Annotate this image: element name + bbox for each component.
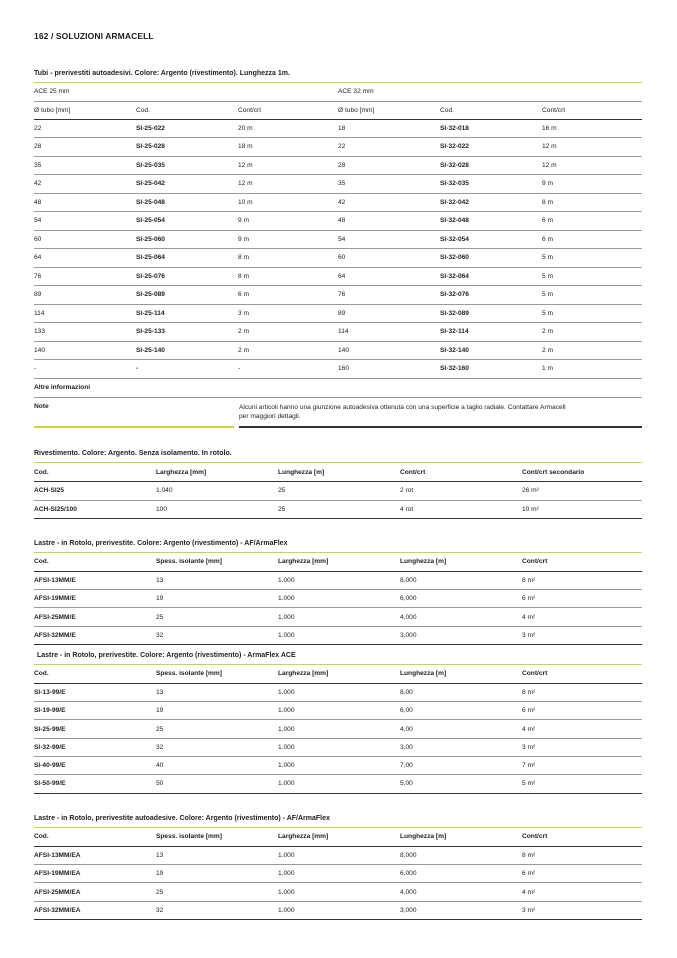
cell-value: 6,00 <box>400 702 522 720</box>
cell-code: SI-25-133 <box>136 323 238 342</box>
col-header: Lunghezza [m] <box>278 463 400 482</box>
cell-value: 32 <box>156 901 278 919</box>
col-header: Larghezza [mm] <box>156 463 278 482</box>
col-header: Spess. isolante [mm] <box>156 828 278 846</box>
cell-code: AFSI-32MM/EA <box>34 901 156 919</box>
cell-code: SI-32-114 <box>440 323 542 342</box>
col-header-code: Cod. <box>136 101 238 119</box>
cell-diameter: 42 <box>34 175 136 194</box>
cell-code: AFSI-19MM/EA <box>34 865 156 883</box>
cell-value: 1.000 <box>278 738 400 756</box>
col-header: Cont/crt <box>522 828 642 846</box>
cell-code: SI-25-99/E <box>34 720 156 738</box>
cell-value: 8,000 <box>400 571 522 589</box>
cell-diameter: 76 <box>338 286 440 305</box>
cell-value: 6,000 <box>400 865 522 883</box>
cell-value: 50 <box>156 775 278 793</box>
cell-cont: 12 m <box>238 175 338 194</box>
cell-value: 4,00 <box>400 720 522 738</box>
cell-value: 13 <box>156 683 278 701</box>
cell-value: 7,00 <box>400 756 522 774</box>
cell-value: 13 <box>156 846 278 864</box>
cell-cont: 10 m <box>238 193 338 212</box>
table-row <box>34 500 642 519</box>
table-row <box>34 883 642 901</box>
cell-diameter: 76 <box>34 267 136 286</box>
cell-value: 1.000 <box>278 846 400 864</box>
cell-code: SI-25-089 <box>136 286 238 305</box>
cell-code: AFSI-25MM/E <box>34 608 156 626</box>
col-header: Lunghezza [m] <box>400 828 522 846</box>
cell-cont: 18 m <box>238 138 338 157</box>
cell-code: SI-40-99/E <box>34 756 156 774</box>
cell-value: 5 m² <box>522 775 642 793</box>
cell-value: 1.000 <box>278 720 400 738</box>
table-row <box>34 756 642 774</box>
cell-value: 4,000 <box>400 608 522 626</box>
cell-diameter: 18 <box>338 119 440 138</box>
col-header: Spess. isolante [mm] <box>156 665 278 683</box>
cell-diameter: 42 <box>338 193 440 212</box>
note-dark-bar <box>239 426 642 428</box>
cell-value: 19 <box>156 702 278 720</box>
cell-diameter: 140 <box>338 341 440 360</box>
cell-diameter: 133 <box>34 323 136 342</box>
col-header: Cod. <box>34 828 156 846</box>
table-row <box>34 865 642 883</box>
cell-diameter: 60 <box>338 249 440 268</box>
cell-value: 40 <box>156 756 278 774</box>
cell-cont: 6 m <box>542 212 642 231</box>
group-label-ace-25: ACE 25 mm <box>34 83 338 101</box>
col-header-code: Cod. <box>440 101 542 119</box>
cell-value: 1.000 <box>278 702 400 720</box>
cell-cont: 8 m <box>238 267 338 286</box>
notes-row <box>34 399 642 427</box>
cell-cont: 16 m <box>542 119 642 138</box>
other-info-label: Altre informazioni <box>34 378 642 397</box>
cell-cont: 12 m <box>542 138 642 157</box>
cell-value: 32 <box>156 626 278 644</box>
table-row <box>34 193 642 212</box>
table-row <box>34 286 642 305</box>
table-row <box>34 304 642 323</box>
cell-code: AFSI-13MM/EA <box>34 846 156 864</box>
col-header: Lunghezza [m] <box>400 665 522 683</box>
cell-code: AFSI-32MM/E <box>34 626 156 644</box>
cell-value: 1.000 <box>278 775 400 793</box>
table-row <box>34 138 642 157</box>
section-title-covering: Rivestimento. Colore: Argento. Senza isolamento. In rotolo. <box>34 450 232 457</box>
cell-value: 13 <box>156 571 278 589</box>
cell-value: 3 m² <box>522 738 642 756</box>
cell-code: SI-32-042 <box>440 193 542 212</box>
cell-diameter: 160 <box>338 360 440 379</box>
cell-code: SI-32-022 <box>440 138 542 157</box>
col-header: Cont/crt secondario <box>522 463 642 482</box>
cell-value: 1.000 <box>278 883 400 901</box>
cell-cont: 3 m <box>238 304 338 323</box>
cell-value: 3 m² <box>522 626 642 644</box>
cell-value: 5,00 <box>400 775 522 793</box>
cell-diameter: 22 <box>34 119 136 138</box>
covering-table <box>34 463 642 519</box>
cell-cont: 8 m <box>542 193 642 212</box>
cell-value: 25 <box>278 500 400 519</box>
table-row <box>34 482 642 501</box>
cell-code: SI-32-076 <box>440 286 542 305</box>
table-row <box>34 212 642 231</box>
table-row <box>34 720 642 738</box>
cell-cont: 5 m <box>542 304 642 323</box>
cell-cont: 5 m <box>542 286 642 305</box>
table-row <box>34 738 642 756</box>
cell-value: 6 m² <box>522 590 642 608</box>
cell-cont: 9 m <box>238 230 338 249</box>
table-row <box>34 702 642 720</box>
cell-code: SI-50-99/E <box>34 775 156 793</box>
note-accent-bar <box>34 426 234 428</box>
cell-cont: 1 m <box>542 360 642 379</box>
cell-diameter: 35 <box>34 156 136 175</box>
cell-diameter: 35 <box>338 175 440 194</box>
cell-diameter: 48 <box>338 212 440 231</box>
col-header-diameter: Ø tubo [mm] <box>338 101 440 119</box>
section-title-sheets-af: Lastre - in Rotolo, prerivestite. Colore: Argento (rivestimento) - AF/ArmaFlex <box>34 540 288 547</box>
col-header: Lunghezza [m] <box>400 553 522 571</box>
cell-value: 19 <box>156 590 278 608</box>
tubes-table <box>34 83 642 398</box>
table-row <box>34 156 642 175</box>
cell-value: 7 m² <box>522 756 642 774</box>
sheets-af-table <box>34 553 642 645</box>
cell-value: 100 <box>156 500 278 519</box>
cell-value: 6 m² <box>522 702 642 720</box>
cell-value: 25 <box>278 482 400 501</box>
cell-value: 4 rot <box>400 500 522 519</box>
col-header: Spess. isolante [mm] <box>156 553 278 571</box>
col-header-diameter: Ø tubo [mm] <box>34 101 136 119</box>
cell-value: 1.000 <box>278 865 400 883</box>
group-label-ace-32: ACE 32 mm <box>338 83 642 101</box>
cell-cont: 6 m <box>542 230 642 249</box>
cell-cont: 9 m <box>542 175 642 194</box>
cell-code: SI-32-048 <box>440 212 542 231</box>
cell-code: SI-19-99/E <box>34 702 156 720</box>
cell-value: 1.000 <box>278 626 400 644</box>
cell-value: 2 rot <box>400 482 522 501</box>
cell-code: SI-25-048 <box>136 193 238 212</box>
col-header-cont: Cont/crt <box>238 101 338 119</box>
cell-value: 8,00 <box>400 683 522 701</box>
col-header: Cod. <box>34 463 156 482</box>
col-header: Cont/crt <box>400 463 522 482</box>
cell-code: SI-32-060 <box>440 249 542 268</box>
table-row <box>34 230 642 249</box>
table-row <box>34 626 642 644</box>
cell-cont: 20 m <box>238 119 338 138</box>
table-row <box>34 590 642 608</box>
cell-diameter: 54 <box>338 230 440 249</box>
cell-value: 1.040 <box>156 482 278 501</box>
cell-diameter: 22 <box>338 138 440 157</box>
cell-code: SI-32-160 <box>440 360 542 379</box>
page-header: 162 / SOLUZIONI ARMACELL <box>34 31 154 41</box>
cell-cont: 8 m <box>238 249 338 268</box>
cell-code: SI-25-035 <box>136 156 238 175</box>
cell-diameter: 28 <box>338 156 440 175</box>
cell-code: SI-25-114 <box>136 304 238 323</box>
table-row <box>34 175 642 194</box>
table-row <box>34 360 642 379</box>
cell-value: 3,000 <box>400 626 522 644</box>
cell-cont: 12 m <box>542 156 642 175</box>
cell-code: SI-32-99/E <box>34 738 156 756</box>
cell-cont: 2 m <box>238 341 338 360</box>
cell-cont: 2 m <box>542 341 642 360</box>
cell-code: SI-25-022 <box>136 119 238 138</box>
cell-code: SI-32-028 <box>440 156 542 175</box>
table-row <box>34 119 642 138</box>
section-title-sheets-ace: Lastre - in Rotolo, prerivestite. Colore: Argento (rivestimento) - ArmaFlex ACE <box>37 652 296 659</box>
cell-diameter: 64 <box>338 267 440 286</box>
cell-value: 4 m² <box>522 720 642 738</box>
note-text <box>239 403 566 421</box>
cell-code: - <box>136 360 238 379</box>
cell-code: ACH-SI25 <box>34 482 156 501</box>
col-header-cont: Cont/crt <box>542 101 642 119</box>
cell-diameter: 54 <box>34 212 136 231</box>
cell-code: SI-25-042 <box>136 175 238 194</box>
table-header-row <box>34 665 642 683</box>
cell-diameter: 114 <box>338 323 440 342</box>
cell-code: ACH-SI25/100 <box>34 500 156 519</box>
cell-cont: 2 m <box>238 323 338 342</box>
cell-code: SI-25-060 <box>136 230 238 249</box>
col-header: Cod. <box>34 665 156 683</box>
cell-cont: 5 m <box>542 267 642 286</box>
table-header-row <box>34 553 642 571</box>
cell-value: 3 m² <box>522 901 642 919</box>
col-header: Larghezza [mm] <box>278 665 400 683</box>
cell-code: SI-25-064 <box>136 249 238 268</box>
cell-value: 4,000 <box>400 883 522 901</box>
table-row <box>34 341 642 360</box>
cell-cont: 6 m <box>238 286 338 305</box>
cell-value: 8 m² <box>522 846 642 864</box>
col-header: Cont/crt <box>522 553 642 571</box>
cell-value: 25 <box>156 720 278 738</box>
table-row <box>34 249 642 268</box>
note-label: Note <box>34 403 49 410</box>
table-row <box>34 571 642 589</box>
section-title-tubes: Tubi - prerivestiti autoadesivi. Colore: Argento (rivestimento). Lunghezza 1m. <box>34 70 290 77</box>
cell-value: 25 <box>156 883 278 901</box>
cell-value: 3,000 <box>400 901 522 919</box>
table-row <box>34 323 642 342</box>
cell-value: 1.000 <box>278 571 400 589</box>
cell-value: 10 m² <box>522 500 642 519</box>
cell-cont: 12 m <box>238 156 338 175</box>
cell-value: 8,000 <box>400 846 522 864</box>
cell-cont: - <box>238 360 338 379</box>
cell-code: SI-32-035 <box>440 175 542 194</box>
cell-value: 4 m² <box>522 608 642 626</box>
cell-value: 1.000 <box>278 756 400 774</box>
cell-value: 8 m² <box>522 571 642 589</box>
cell-diameter: 28 <box>34 138 136 157</box>
cell-code: AFSI-13MM/E <box>34 571 156 589</box>
cell-diameter: - <box>34 360 136 379</box>
table-header-row <box>34 463 642 482</box>
cell-value: 25 <box>156 608 278 626</box>
cell-code: SI-25-028 <box>136 138 238 157</box>
cell-value: 19 <box>156 865 278 883</box>
cell-cont: 2 m <box>542 323 642 342</box>
cell-value: 1.000 <box>278 608 400 626</box>
col-header: Larghezza [mm] <box>278 553 400 571</box>
col-header: Cont/crt <box>522 665 642 683</box>
cell-diameter: 60 <box>34 230 136 249</box>
cell-value: 32 <box>156 738 278 756</box>
cell-code: SI-32-140 <box>440 341 542 360</box>
table-row <box>34 608 642 626</box>
cell-diameter: 48 <box>34 193 136 212</box>
table-row <box>34 683 642 701</box>
cell-cont: 9 m <box>238 212 338 231</box>
cell-code: SI-32-089 <box>440 304 542 323</box>
note-text-line: Alcuni articoli hanno una giunzione autoadesiva ottenuta con una superficie a taglio radiale. Contattare Armacell <box>239 404 566 411</box>
cell-value: 4 m² <box>522 883 642 901</box>
sheets-ace-table <box>34 665 642 794</box>
cell-diameter: 114 <box>34 304 136 323</box>
cell-code: SI-32-054 <box>440 230 542 249</box>
section-title-sheets-adhesive: Lastre - in Rotolo, prerivestite autoadesive. Colore: Argento (rivestimento) - AF/ArmaFlex <box>34 815 330 822</box>
cell-value: 6 m² <box>522 865 642 883</box>
table-row <box>34 267 642 286</box>
table-row <box>34 901 642 919</box>
cell-cont: 5 m <box>542 249 642 268</box>
cell-code: SI-32-064 <box>440 267 542 286</box>
cell-value: 1.000 <box>278 901 400 919</box>
cell-value: 1.000 <box>278 590 400 608</box>
note-text-line: per maggiori dettagli. <box>239 413 301 420</box>
cell-diameter: 140 <box>34 341 136 360</box>
cell-code: SI-13-99/E <box>34 683 156 701</box>
cell-value: 3,00 <box>400 738 522 756</box>
cell-code: SI-25-140 <box>136 341 238 360</box>
cell-diameter: 64 <box>34 249 136 268</box>
table-row <box>34 846 642 864</box>
cell-value: 8 m² <box>522 683 642 701</box>
col-header: Cod. <box>34 553 156 571</box>
cell-code: AFSI-25MM/EA <box>34 883 156 901</box>
table-header-row <box>34 828 642 846</box>
cell-code: SI-25-076 <box>136 267 238 286</box>
cell-code: SI-25-054 <box>136 212 238 231</box>
cell-value: 26 m² <box>522 482 642 501</box>
table-row <box>34 775 642 793</box>
sheets-adhesive-table <box>34 828 642 920</box>
cell-code: AFSI-19MM/E <box>34 590 156 608</box>
cell-diameter: 89 <box>34 286 136 305</box>
cell-code: SI-32-018 <box>440 119 542 138</box>
col-header: Larghezza [mm] <box>278 828 400 846</box>
cell-value: 6,000 <box>400 590 522 608</box>
cell-diameter: 89 <box>338 304 440 323</box>
cell-value: 1.000 <box>278 683 400 701</box>
